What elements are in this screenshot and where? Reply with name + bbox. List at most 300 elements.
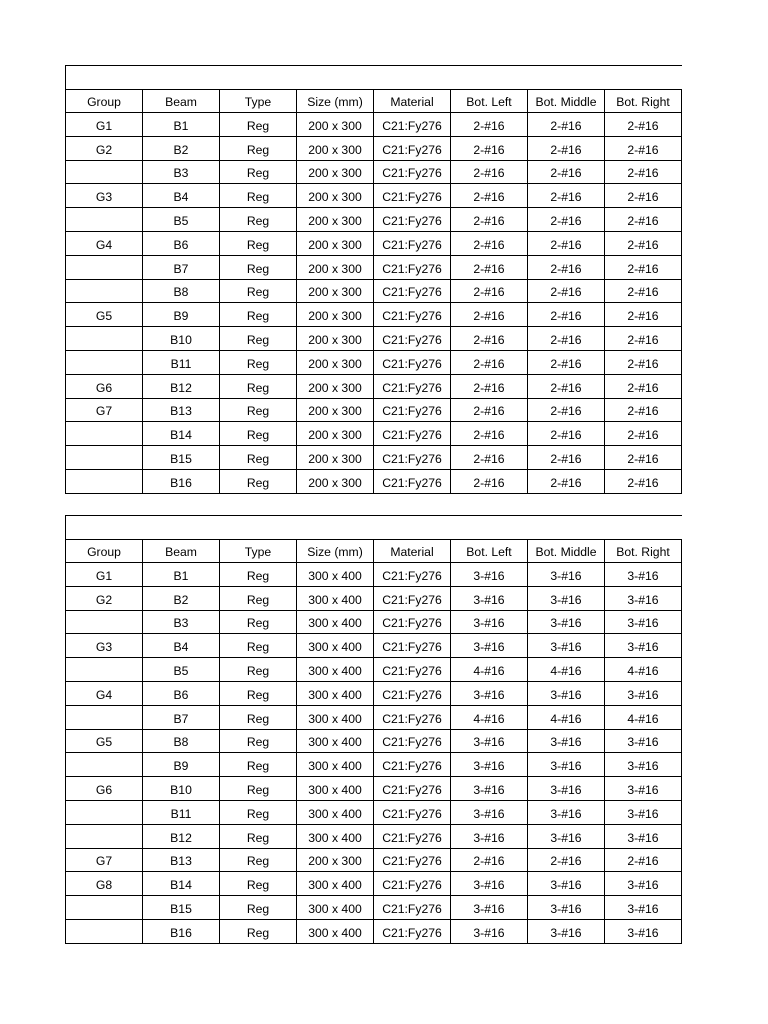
- cell-beam: B5: [143, 208, 220, 232]
- table-row: [66, 681, 682, 705]
- cell-beam: B3: [143, 160, 220, 184]
- column-header-type: Type: [220, 540, 297, 563]
- cell-bot-middle: 4-#16: [528, 705, 605, 729]
- cell-size: 300 x 400: [297, 705, 374, 729]
- column-header-beam: Beam: [143, 90, 220, 113]
- cell-material: C21:Fy276: [374, 872, 451, 896]
- table-row: [66, 469, 682, 493]
- cell-beam: B11: [143, 800, 220, 824]
- cell-beam: B1: [143, 563, 220, 587]
- cell-size: 300 x 400: [297, 563, 374, 587]
- cell-group: [66, 422, 143, 446]
- cell-bot-left: 2-#16: [451, 160, 528, 184]
- cell-group: G3: [66, 184, 143, 208]
- cell-bot-middle: 2-#16: [528, 113, 605, 137]
- cell-bot-middle: 2-#16: [528, 231, 605, 255]
- cell-group: G3: [66, 634, 143, 658]
- cell-type: Reg: [220, 586, 297, 610]
- cell-material: C21:Fy276: [374, 681, 451, 705]
- cell-bot-middle: 2-#16: [528, 350, 605, 374]
- cell-bot-right: 2-#16: [605, 848, 682, 872]
- cell-bot-middle: 2-#16: [528, 327, 605, 351]
- table-row: [66, 255, 682, 279]
- cell-bot-right: 3-#16: [605, 753, 682, 777]
- cell-bot-middle: 3-#16: [528, 777, 605, 801]
- cell-type: Reg: [220, 800, 297, 824]
- cell-group: [66, 327, 143, 351]
- table-header: [66, 540, 682, 563]
- cell-bot-middle: 2-#16: [528, 279, 605, 303]
- cell-beam: B7: [143, 705, 220, 729]
- column-header-size: Size (mm): [297, 540, 374, 563]
- cell-size: 300 x 400: [297, 729, 374, 753]
- cell-material: C21:Fy276: [374, 658, 451, 682]
- cell-group: G5: [66, 303, 143, 327]
- beam-schedule-table-2: [65, 515, 682, 944]
- table-row: [66, 231, 682, 255]
- cell-material: C21:Fy276: [374, 705, 451, 729]
- cell-material: C21:Fy276: [374, 160, 451, 184]
- cell-material: C21:Fy276: [374, 824, 451, 848]
- beam-schedule-table-1: [65, 65, 682, 494]
- cell-bot-left: 3-#16: [451, 753, 528, 777]
- cell-group: G4: [66, 681, 143, 705]
- cell-material: C21:Fy276: [374, 446, 451, 470]
- cell-beam: B12: [143, 824, 220, 848]
- cell-bot-left: 2-#16: [451, 398, 528, 422]
- cell-material: C21:Fy276: [374, 136, 451, 160]
- cell-group: G2: [66, 136, 143, 160]
- cell-material: C21:Fy276: [374, 184, 451, 208]
- cell-type: Reg: [220, 563, 297, 587]
- cell-type: Reg: [220, 160, 297, 184]
- cell-bot-left: 2-#16: [451, 374, 528, 398]
- table-row: [66, 113, 682, 137]
- cell-bot-middle: 2-#16: [528, 303, 605, 327]
- column-header-bot-left: Bot. Left: [451, 90, 528, 113]
- cell-size: 300 x 400: [297, 824, 374, 848]
- column-header-bot-left: Bot. Left: [451, 540, 528, 563]
- cell-group: [66, 160, 143, 184]
- cell-beam: B8: [143, 279, 220, 303]
- cell-bot-left: 3-#16: [451, 824, 528, 848]
- table-row: [66, 872, 682, 896]
- cell-bot-middle: 3-#16: [528, 586, 605, 610]
- cell-bot-right: 3-#16: [605, 563, 682, 587]
- cell-bot-left: 3-#16: [451, 919, 528, 943]
- cell-bot-left: 2-#16: [451, 848, 528, 872]
- cell-beam: B9: [143, 753, 220, 777]
- cell-material: C21:Fy276: [374, 563, 451, 587]
- cell-type: Reg: [220, 872, 297, 896]
- cell-bot-right: 2-#16: [605, 469, 682, 493]
- cell-group: [66, 279, 143, 303]
- cell-group: [66, 705, 143, 729]
- cell-bot-middle: 3-#16: [528, 824, 605, 848]
- cell-bot-right: 2-#16: [605, 208, 682, 232]
- cell-beam: B11: [143, 350, 220, 374]
- cell-beam: B8: [143, 729, 220, 753]
- cell-beam: B4: [143, 184, 220, 208]
- cell-material: C21:Fy276: [374, 848, 451, 872]
- cell-group: G8: [66, 872, 143, 896]
- cell-bot-right: 3-#16: [605, 681, 682, 705]
- cell-beam: B10: [143, 777, 220, 801]
- cell-bot-left: 3-#16: [451, 872, 528, 896]
- cell-type: Reg: [220, 113, 297, 137]
- cell-type: Reg: [220, 374, 297, 398]
- cell-size: 200 x 300: [297, 113, 374, 137]
- cell-material: C21:Fy276: [374, 231, 451, 255]
- cell-size: 200 x 300: [297, 374, 374, 398]
- cell-group: [66, 610, 143, 634]
- cell-beam: B1: [143, 113, 220, 137]
- cell-size: 200 x 300: [297, 848, 374, 872]
- cell-beam: B3: [143, 610, 220, 634]
- cell-bot-middle: 2-#16: [528, 255, 605, 279]
- cell-material: C21:Fy276: [374, 113, 451, 137]
- table-row: [66, 184, 682, 208]
- cell-bot-right: 2-#16: [605, 255, 682, 279]
- cell-bot-right: 3-#16: [605, 872, 682, 896]
- cell-beam: B13: [143, 848, 220, 872]
- cell-type: Reg: [220, 279, 297, 303]
- cell-beam: B16: [143, 469, 220, 493]
- cell-type: Reg: [220, 184, 297, 208]
- table-row: [66, 848, 682, 872]
- table-header: [66, 90, 682, 113]
- cell-material: C21:Fy276: [374, 777, 451, 801]
- cell-bot-left: 2-#16: [451, 231, 528, 255]
- cell-group: [66, 824, 143, 848]
- cell-bot-left: 3-#16: [451, 563, 528, 587]
- cell-bot-right: 3-#16: [605, 919, 682, 943]
- cell-bot-middle: 2-#16: [528, 422, 605, 446]
- table-body: [66, 563, 682, 944]
- cell-size: 300 x 400: [297, 681, 374, 705]
- table-row: [66, 398, 682, 422]
- cell-size: 200 x 300: [297, 136, 374, 160]
- cell-bot-middle: 2-#16: [528, 208, 605, 232]
- cell-group: G1: [66, 113, 143, 137]
- cell-bot-middle: 2-#16: [528, 374, 605, 398]
- cell-bot-middle: 3-#16: [528, 681, 605, 705]
- cell-material: C21:Fy276: [374, 303, 451, 327]
- cell-type: Reg: [220, 136, 297, 160]
- cell-bot-left: 2-#16: [451, 113, 528, 137]
- cell-type: Reg: [220, 303, 297, 327]
- cell-bot-left: 3-#16: [451, 777, 528, 801]
- table-row: [66, 824, 682, 848]
- cell-bot-right: 3-#16: [605, 896, 682, 920]
- cell-type: Reg: [220, 824, 297, 848]
- cell-material: C21:Fy276: [374, 327, 451, 351]
- cell-size: 200 x 300: [297, 255, 374, 279]
- cell-type: Reg: [220, 327, 297, 351]
- header-row: [66, 90, 682, 113]
- cell-group: G4: [66, 231, 143, 255]
- cell-type: Reg: [220, 919, 297, 943]
- cell-material: C21:Fy276: [374, 753, 451, 777]
- cell-bot-right: 3-#16: [605, 824, 682, 848]
- cell-size: 300 x 400: [297, 610, 374, 634]
- cell-type: Reg: [220, 634, 297, 658]
- table-row: [66, 919, 682, 943]
- cell-beam: B2: [143, 586, 220, 610]
- cell-material: C21:Fy276: [374, 374, 451, 398]
- cell-size: 200 x 300: [297, 231, 374, 255]
- cell-bot-right: 2-#16: [605, 231, 682, 255]
- cell-bot-left: 3-#16: [451, 896, 528, 920]
- cell-bot-right: 4-#16: [605, 705, 682, 729]
- cell-bot-middle: 2-#16: [528, 160, 605, 184]
- table-row: [66, 303, 682, 327]
- cell-material: C21:Fy276: [374, 919, 451, 943]
- cell-group: [66, 919, 143, 943]
- cell-size: 300 x 400: [297, 658, 374, 682]
- cell-size: 200 x 300: [297, 398, 374, 422]
- cell-bot-left: 2-#16: [451, 422, 528, 446]
- cell-bot-right: 3-#16: [605, 610, 682, 634]
- cell-material: C21:Fy276: [374, 208, 451, 232]
- cell-size: 300 x 400: [297, 800, 374, 824]
- column-header-bot-right: Bot. Right: [605, 90, 682, 113]
- cell-bot-left: 2-#16: [451, 279, 528, 303]
- table-row: [66, 753, 682, 777]
- cell-group: [66, 658, 143, 682]
- table-row: [66, 634, 682, 658]
- cell-type: Reg: [220, 398, 297, 422]
- cell-size: 300 x 400: [297, 872, 374, 896]
- cell-material: C21:Fy276: [374, 255, 451, 279]
- cell-size: 300 x 400: [297, 777, 374, 801]
- table-row: [66, 374, 682, 398]
- column-header-bot-middle: Bot. Middle: [528, 540, 605, 563]
- cell-bot-left: 3-#16: [451, 681, 528, 705]
- column-header-group: Group: [66, 540, 143, 563]
- table-row: [66, 160, 682, 184]
- cell-bot-middle: 3-#16: [528, 800, 605, 824]
- table-row: [66, 327, 682, 351]
- cell-type: Reg: [220, 681, 297, 705]
- cell-bot-left: 3-#16: [451, 634, 528, 658]
- cell-bot-middle: 3-#16: [528, 610, 605, 634]
- cell-bot-middle: 3-#16: [528, 753, 605, 777]
- cell-group: G1: [66, 563, 143, 587]
- cell-beam: B4: [143, 634, 220, 658]
- column-header-bot-middle: Bot. Middle: [528, 90, 605, 113]
- cell-bot-middle: 2-#16: [528, 136, 605, 160]
- cell-type: Reg: [220, 255, 297, 279]
- cell-type: Reg: [220, 777, 297, 801]
- table-row: [66, 777, 682, 801]
- cell-bot-left: 3-#16: [451, 800, 528, 824]
- cell-beam: B14: [143, 422, 220, 446]
- cell-beam: B10: [143, 327, 220, 351]
- table-row: [66, 446, 682, 470]
- cell-bot-middle: 3-#16: [528, 872, 605, 896]
- cell-size: 200 x 300: [297, 327, 374, 351]
- table-row: [66, 896, 682, 920]
- cell-bot-middle: 2-#16: [528, 398, 605, 422]
- cell-size: 200 x 300: [297, 350, 374, 374]
- cell-size: 200 x 300: [297, 279, 374, 303]
- cell-beam: B14: [143, 872, 220, 896]
- cell-bot-middle: 2-#16: [528, 184, 605, 208]
- cell-material: C21:Fy276: [374, 729, 451, 753]
- cell-bot-right: 2-#16: [605, 136, 682, 160]
- cell-group: [66, 753, 143, 777]
- cell-type: Reg: [220, 848, 297, 872]
- cell-size: 200 x 300: [297, 184, 374, 208]
- cell-bot-right: 2-#16: [605, 303, 682, 327]
- cell-bot-left: 4-#16: [451, 658, 528, 682]
- cell-bot-right: 3-#16: [605, 800, 682, 824]
- cell-bot-right: 2-#16: [605, 327, 682, 351]
- table-title-bar: [65, 515, 682, 539]
- cell-beam: B15: [143, 896, 220, 920]
- cell-material: C21:Fy276: [374, 398, 451, 422]
- cell-type: Reg: [220, 350, 297, 374]
- cell-bot-left: 2-#16: [451, 208, 528, 232]
- cell-material: C21:Fy276: [374, 350, 451, 374]
- cell-bot-left: 2-#16: [451, 469, 528, 493]
- cell-size: 200 x 300: [297, 160, 374, 184]
- cell-bot-left: 2-#16: [451, 327, 528, 351]
- cell-type: Reg: [220, 446, 297, 470]
- column-header-material: Material: [374, 90, 451, 113]
- table-row: [66, 208, 682, 232]
- cell-type: Reg: [220, 705, 297, 729]
- cell-beam: B13: [143, 398, 220, 422]
- cell-bot-right: 3-#16: [605, 777, 682, 801]
- cell-group: [66, 896, 143, 920]
- cell-bot-right: 2-#16: [605, 398, 682, 422]
- table-row: [66, 658, 682, 682]
- cell-beam: B7: [143, 255, 220, 279]
- table-row: [66, 705, 682, 729]
- cell-material: C21:Fy276: [374, 610, 451, 634]
- cell-material: C21:Fy276: [374, 634, 451, 658]
- cell-size: 300 x 400: [297, 634, 374, 658]
- cell-bot-right: 2-#16: [605, 160, 682, 184]
- cell-size: 200 x 300: [297, 446, 374, 470]
- cell-size: 300 x 400: [297, 896, 374, 920]
- table-row: [66, 563, 682, 587]
- table-row: [66, 729, 682, 753]
- cell-size: 200 x 300: [297, 303, 374, 327]
- cell-group: [66, 800, 143, 824]
- cell-material: C21:Fy276: [374, 279, 451, 303]
- column-header-type: Type: [220, 90, 297, 113]
- cell-size: 200 x 300: [297, 422, 374, 446]
- header-row: [66, 540, 682, 563]
- cell-bot-middle: 3-#16: [528, 563, 605, 587]
- cell-material: C21:Fy276: [374, 422, 451, 446]
- cell-type: Reg: [220, 610, 297, 634]
- cell-type: Reg: [220, 422, 297, 446]
- cell-type: Reg: [220, 469, 297, 493]
- cell-bot-left: 2-#16: [451, 136, 528, 160]
- cell-group: [66, 208, 143, 232]
- cell-size: 300 x 400: [297, 586, 374, 610]
- cell-group: [66, 350, 143, 374]
- cell-material: C21:Fy276: [374, 800, 451, 824]
- table-row: [66, 800, 682, 824]
- column-header-group: Group: [66, 90, 143, 113]
- cell-bot-right: 4-#16: [605, 658, 682, 682]
- table-row: [66, 586, 682, 610]
- cell-bot-middle: 3-#16: [528, 634, 605, 658]
- cell-bot-left: 2-#16: [451, 255, 528, 279]
- cell-type: Reg: [220, 729, 297, 753]
- cell-bot-middle: 3-#16: [528, 729, 605, 753]
- cell-bot-left: 4-#16: [451, 705, 528, 729]
- table-row: [66, 279, 682, 303]
- cell-bot-right: 3-#16: [605, 586, 682, 610]
- cell-group: G2: [66, 586, 143, 610]
- cell-bot-middle: 3-#16: [528, 896, 605, 920]
- cell-beam: B5: [143, 658, 220, 682]
- cell-size: 300 x 400: [297, 919, 374, 943]
- cell-beam: B15: [143, 446, 220, 470]
- cell-bot-middle: 4-#16: [528, 658, 605, 682]
- cell-group: G6: [66, 777, 143, 801]
- cell-bot-left: 3-#16: [451, 610, 528, 634]
- cell-beam: B2: [143, 136, 220, 160]
- cell-type: Reg: [220, 208, 297, 232]
- cell-bot-right: 3-#16: [605, 634, 682, 658]
- column-header-bot-right: Bot. Right: [605, 540, 682, 563]
- cell-bot-left: 3-#16: [451, 586, 528, 610]
- cell-bot-right: 2-#16: [605, 422, 682, 446]
- cell-type: Reg: [220, 658, 297, 682]
- beam-schedule-grid: [65, 539, 682, 944]
- table-row: [66, 350, 682, 374]
- cell-bot-right: 2-#16: [605, 350, 682, 374]
- cell-bot-right: 3-#16: [605, 729, 682, 753]
- table-title-bar: [65, 65, 682, 89]
- cell-material: C21:Fy276: [374, 896, 451, 920]
- table-body: [66, 113, 682, 494]
- table-row: [66, 136, 682, 160]
- column-header-beam: Beam: [143, 540, 220, 563]
- cell-group: G5: [66, 729, 143, 753]
- cell-group: G7: [66, 398, 143, 422]
- cell-bot-left: 2-#16: [451, 446, 528, 470]
- column-header-material: Material: [374, 540, 451, 563]
- cell-bot-middle: 3-#16: [528, 919, 605, 943]
- cell-group: G7: [66, 848, 143, 872]
- cell-beam: B6: [143, 231, 220, 255]
- cell-bot-middle: 2-#16: [528, 469, 605, 493]
- cell-bot-right: 2-#16: [605, 113, 682, 137]
- cell-group: [66, 446, 143, 470]
- cell-size: 200 x 300: [297, 469, 374, 493]
- table-row: [66, 610, 682, 634]
- cell-bot-middle: 2-#16: [528, 446, 605, 470]
- cell-type: Reg: [220, 753, 297, 777]
- cell-material: C21:Fy276: [374, 586, 451, 610]
- cell-material: C21:Fy276: [374, 469, 451, 493]
- cell-beam: B9: [143, 303, 220, 327]
- cell-group: [66, 255, 143, 279]
- cell-beam: B6: [143, 681, 220, 705]
- cell-bot-left: 2-#16: [451, 350, 528, 374]
- cell-bot-middle: 2-#16: [528, 848, 605, 872]
- cell-size: 300 x 400: [297, 753, 374, 777]
- cell-beam: B12: [143, 374, 220, 398]
